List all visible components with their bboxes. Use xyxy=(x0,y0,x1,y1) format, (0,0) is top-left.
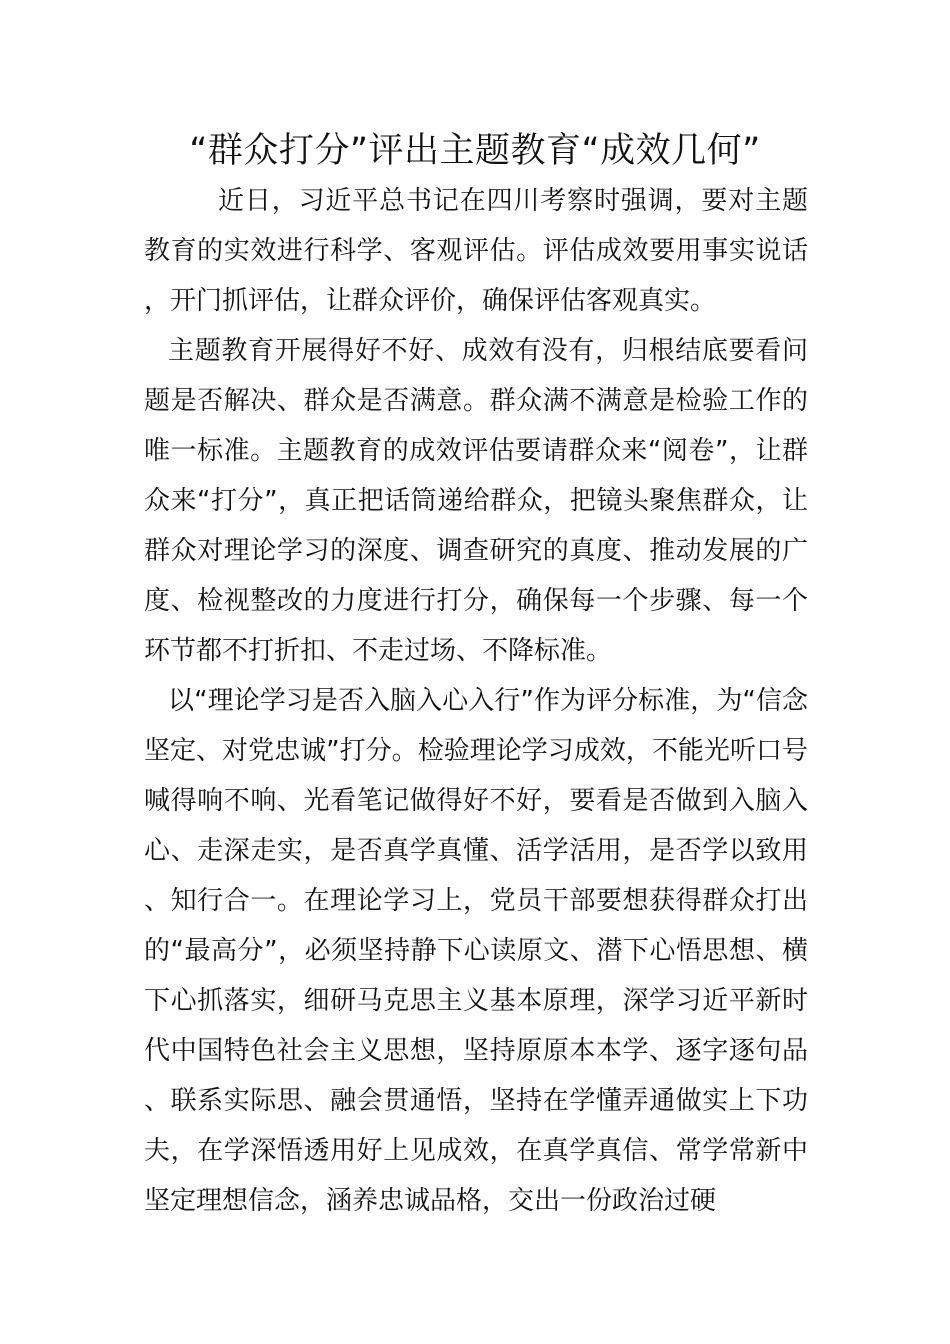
document-title: “群众打分”评出主题教育“成效几何” xyxy=(189,131,761,171)
paragraph-1: 近日，习近平总书记在四川考察时强调，要对主题教育的实效进行科学、客观评估。评估成效要用事实说话，开门抓评估，让群众评价，确保评估客观真实。 xyxy=(144,186,808,316)
document-body xyxy=(144,176,808,1226)
paragraph-3: 以“理论学习是否入脑入心入行”作为评分标准，为“信念坚定、对党忠诚”打分。检验理论学习成效，不能光听口号喊得响不响、光看笔记做得好不好，要看是否做到入脑入心、走深走实，是否真学真懂、活学活用，是否学以致用、知行合一。在理论学习上，党员干部要想获得群众打出的“最高分”，必须坚持静下心读原文、潜下心悟思想、横下心抓落实，细研马克思主义基本原理，深学习近平新时代中国特色社会主义思想，坚持原原本本学、逐字逐句品、联系实际思、融会贯通悟，坚持在学懂弄通做实上下功夫，在学深悟透用好上见成效，在真学真信、常学常新中坚定理想信念，涵养忠诚品格，交出一份政治过硬 xyxy=(144,686,808,1216)
paragraph-2: 主题教育开展得好不好、成效有没有，归根结底要看问题是否解决、群众是否满意。群众满不满意是检验工作的唯一标准。主题教育的成效评估要请群众来“阅卷”，让群众来“打分”，真正把话筒递给群众，把镜头聚焦群众，让群众对理论学习的深度、调查研究的真度、推动发展的广度、检视整改的力度进行打分，确保每一个步骤、每一个环节都不打折扣、不走过场、不降标准。 xyxy=(144,336,808,666)
